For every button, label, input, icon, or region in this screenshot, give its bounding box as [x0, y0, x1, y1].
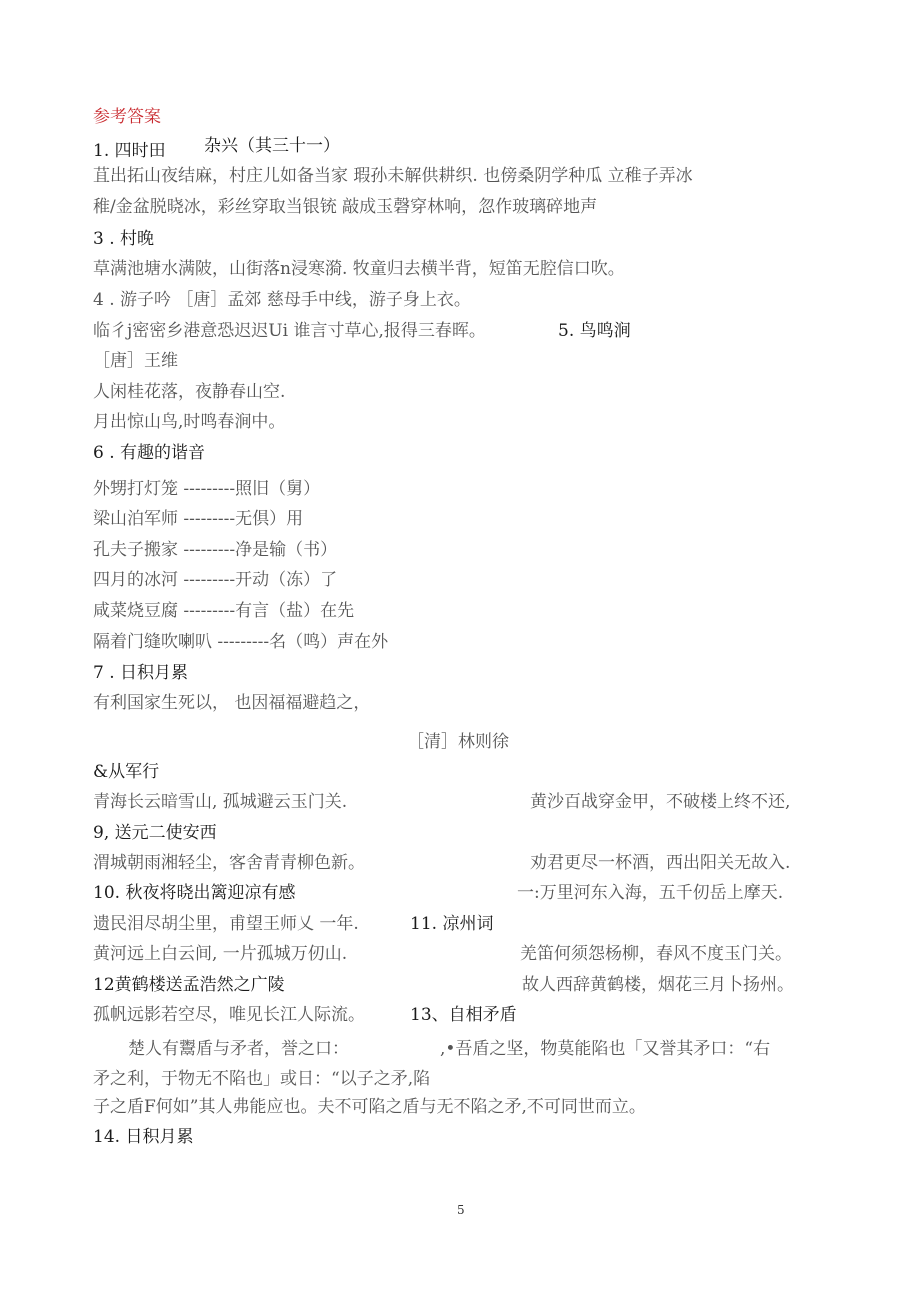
text-line: 黄河远上白云间, 一片孤城万仞山. — [93, 944, 348, 964]
author-line: ［清］林则徐 — [407, 732, 509, 752]
page-number: 5 — [457, 1203, 465, 1217]
text-line: 羌笛何须怨杨柳，春风不度玉门关。 — [520, 944, 792, 964]
item-13-title: 13、自相矛盾 — [410, 1005, 517, 1025]
text-line: 四月的冰河 ---------开动（冻）了 — [93, 570, 338, 590]
text-line: 渭城朝雨湘轻尘，客舍青青柳色新。 — [93, 853, 365, 873]
item-8-title: &从军行 — [93, 762, 160, 782]
text-line: 梁山泊军师 ---------无倶）用 — [93, 509, 304, 529]
text-line: 矛之利，于物无不陷也」或日：“以子之矛,陷 — [93, 1069, 431, 1089]
item-7-title: 7 . 日积月累 — [93, 663, 189, 683]
text-line: 人闲桂花落，夜静春山空. — [93, 382, 286, 402]
text-line: 青海长云暗雪山, 孤城避云玉门关. — [93, 792, 348, 812]
text-line: 遗民泪尽胡尘里，甫望王师乂 一年. — [93, 914, 359, 934]
text-line: 子之盾F何如”其人弗能应也。夫不可陷之盾与无不陷之矛,不可同世而立。 — [93, 1097, 646, 1117]
text-line: 隔着门缝吹喇叭 ---------名（鸣）声在外 — [93, 632, 389, 652]
text-line: 楚人有鬻盾与矛者，誉之口： — [128, 1039, 349, 1059]
answer-header: 参考答案 — [93, 107, 161, 127]
item-5-title: 5. 鸟鸣涧 — [558, 321, 631, 341]
text-line: ,•吾盾之坚，物莫能陷也「又誉其矛口：“右 — [440, 1039, 771, 1059]
item-6-title: 6 . 有趣的谐音 — [93, 443, 206, 463]
text-line: 一:万里河东入海，五千仞岳上摩天. — [517, 883, 784, 903]
text-line: 劝君更尽一杯酒，西出阳关无故入. — [530, 853, 791, 873]
author-line: ［唐］王维 — [93, 351, 178, 371]
item-4-title: 4 . 游子吟 ［唐］孟郊 慈母手中线，游子身上衣。 — [93, 290, 471, 310]
text-line: 苴出拓山夜结麻，村庄儿如备当家 瑕孙未解供耕织. 也傍桑阴学种瓜 立稚子弄冰 — [93, 166, 693, 186]
text-line: 临彳j密密乡港意恐迟迟Ui 谁言寸草心,报得三春晖。 — [93, 321, 486, 341]
text-line: 有利国家生死以， 也因福福避趋之， — [93, 693, 371, 713]
item-3-title: 3 . 村晚 — [93, 229, 155, 249]
text-line: 咸菜烧豆腐 ---------有言（盐）在先 — [93, 601, 355, 621]
item-1-title: 1. 四时田 — [93, 141, 166, 161]
text-line: 孤帆远影若空尽，唯见长江人际流。 — [93, 1005, 365, 1025]
text-line: 草满池塘水满陂，山街落n浸寒漪. 牧童归去横半背，短笛无腔信口吹。 — [93, 259, 625, 279]
poem-title: 杂兴（其三十一） — [204, 136, 340, 156]
item-10-title: 10. 秋夜将晓出篱迎凉有感 — [93, 883, 296, 903]
text-line: 黄沙百战穿金甲，不破楼上终不还, — [530, 792, 791, 812]
text-line: 稚/金盆脱晓冰，彩丝穿取当银铳 敲成玉磬穿林响，忽作玻璃碎地声 — [93, 197, 598, 217]
item-9-title: 9, 送元二使安西 — [93, 823, 217, 843]
text-line: 外甥打灯笼 ---------照旧（舅） — [93, 479, 321, 499]
text-line: 孔夫子搬家 ---------净是输（书） — [93, 540, 338, 560]
item-14-title: 14. 日积月累 — [93, 1127, 194, 1147]
item-11-title: 11. 凉州词 — [410, 914, 494, 934]
item-12-title: 12黄鹤楼送孟浩然之广陵 — [93, 975, 285, 995]
text-line: 月出惊山鸟,时鸣春涧中。 — [93, 412, 286, 432]
text-line: 故人西辞黄鹤楼，烟花三月卜扬州。 — [522, 975, 794, 995]
